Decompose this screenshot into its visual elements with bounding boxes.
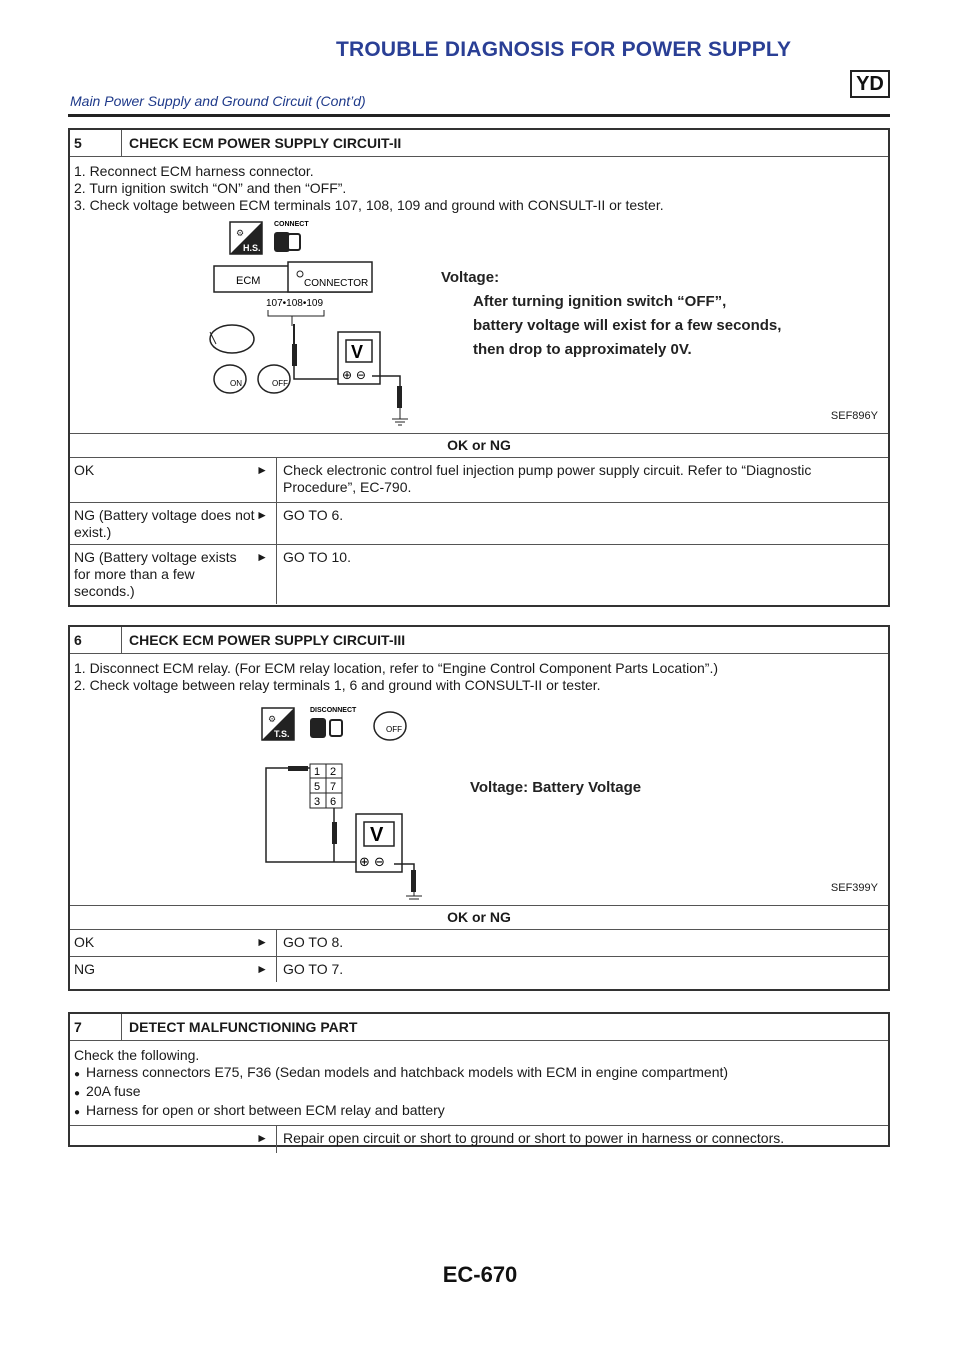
step-7-header xyxy=(70,1014,888,1041)
step-6-header xyxy=(70,627,888,654)
instruction: 1. Reconnect ECM harness connector. xyxy=(74,163,314,179)
arrow-right-icon: ► xyxy=(256,935,268,949)
connector-icon xyxy=(310,718,326,738)
result-condition: NG (Battery voltage does not exist.) xyxy=(74,507,255,540)
arrow-right-icon: ► xyxy=(256,1131,268,1145)
step-number: 6 xyxy=(70,627,122,653)
step-6-body xyxy=(70,654,888,906)
arrow-right-icon: ► xyxy=(256,463,268,477)
terminal-2: 2 xyxy=(330,766,337,778)
result-condition: OK xyxy=(74,462,95,478)
step-title: CHECK ECM POWER SUPPLY CIRCUIT-III xyxy=(129,632,406,648)
figure-caption xyxy=(441,266,781,362)
voltmeter-symbol: V xyxy=(351,342,364,362)
page-number: EC-670 xyxy=(442,1262,518,1287)
figure-code: SEF399Y xyxy=(830,882,878,894)
instruction: 3. Check voltage between ECM terminals 107, 108, 109 and ground with CONSULT-II or tester. xyxy=(74,197,664,213)
caption-line: After turning ignition switch “OFF”, xyxy=(473,293,727,310)
connector-label: CONNECTOR xyxy=(304,278,369,289)
result-action: Check electronic control fuel injection pump power supply circuit. Refer to “Diagnostic Procedure”, EC-790. xyxy=(276,458,888,502)
terminals-label: 107•108•109 xyxy=(266,298,324,309)
voltmeter-symbol: V xyxy=(370,824,384,846)
check-item: ● Harness for open or short between ECM relay and battery xyxy=(74,1102,884,1121)
result-action: GO TO 7. xyxy=(276,957,888,982)
terminal-7: 7 xyxy=(330,781,337,793)
header-rule xyxy=(68,114,890,117)
caption-line: Voltage: xyxy=(441,269,500,286)
svg-text:⊕ ⊖: ⊕ ⊖ xyxy=(342,368,366,382)
step-number: 5 xyxy=(70,130,122,156)
step-title: DETECT MALFUNCTIONING PART xyxy=(129,1019,358,1035)
ignition-off-label: OFF xyxy=(386,725,402,734)
step-7-body xyxy=(70,1041,888,1126)
check-item: ● 20A fuse xyxy=(74,1083,884,1102)
relay-terminal-grid xyxy=(310,764,342,808)
svg-text:⊕ ⊖: ⊕ ⊖ xyxy=(359,855,385,870)
result-condition: NG (Battery voltage exists for more than a few seconds.) xyxy=(74,549,237,599)
result-action: GO TO 6. xyxy=(276,503,888,544)
terminal-6: 6 xyxy=(330,796,337,808)
check-item: ● Harness connectors E75, F36 (Sedan models and hatchback models with ECM in engine compartment) xyxy=(74,1064,884,1083)
engine-icon xyxy=(210,325,254,353)
result-row xyxy=(70,930,888,957)
ecm-label: ECM xyxy=(236,275,261,287)
connect-label: CONNECT xyxy=(274,221,309,228)
result-row xyxy=(70,957,888,982)
step-5-body xyxy=(70,157,888,434)
figure-sef399y xyxy=(74,694,884,901)
caption-line: then drop to approximately 0V. xyxy=(473,341,692,358)
page-subtitle: Main Power Supply and Ground Circuit (Cont’d) xyxy=(70,93,366,109)
result-action: GO TO 10. xyxy=(276,545,888,604)
result-action: GO TO 8. xyxy=(276,930,888,956)
svg-text:⚙: ⚙ xyxy=(236,229,245,239)
result-row xyxy=(70,545,888,604)
figure-code: SEF896Y xyxy=(830,410,878,422)
result-condition: OK xyxy=(74,934,95,950)
step-title: CHECK ECM POWER SUPPLY CIRCUIT-II xyxy=(129,135,402,151)
instruction: 2. Check voltage between relay terminals 1, 6 and ground with CONSULT-II or tester. xyxy=(74,677,601,693)
terminal-3: 3 xyxy=(314,796,321,808)
page-title: TROUBLE DIAGNOSIS FOR POWER SUPPLY xyxy=(336,38,792,61)
caption-line: battery voltage will exist for a few seconds, xyxy=(473,317,782,334)
step-7-table xyxy=(68,1012,890,1147)
figure-caption: Voltage: Battery Voltage xyxy=(470,779,642,796)
result-row xyxy=(70,458,888,503)
engine-badge: YD xyxy=(850,70,890,98)
figure-sef896y xyxy=(74,214,884,429)
step-5-header xyxy=(70,130,888,157)
step-6-table xyxy=(68,625,890,991)
arrow-right-icon: ► xyxy=(256,962,268,976)
ignition-off-label: OFF xyxy=(272,379,288,388)
result-action: Repair open circuit or short to ground or short to power in harness or connectors. xyxy=(276,1126,888,1153)
terminal-1: 1 xyxy=(314,766,321,778)
ok-or-ng-label: OK or NG xyxy=(70,906,888,930)
step-number: 7 xyxy=(70,1014,122,1040)
arrow-right-icon: ► xyxy=(256,550,268,564)
result-row xyxy=(70,1126,888,1153)
terminal-5: 5 xyxy=(314,781,321,793)
result-condition: NG xyxy=(74,961,95,977)
result-row xyxy=(70,503,888,545)
svg-text:⚙: ⚙ xyxy=(268,715,277,725)
disconnect-label: DISCONNECT xyxy=(310,707,357,714)
hs-label: H.S. xyxy=(243,243,261,253)
instruction: 2. Turn ignition switch “ON” and then “OFF”. xyxy=(74,180,347,196)
ignition-on-label: ON xyxy=(230,379,242,388)
step-5-table xyxy=(68,128,890,607)
arrow-right-icon: ► xyxy=(256,508,268,522)
ts-label: T.S. xyxy=(274,729,290,739)
ok-or-ng-label: OK or NG xyxy=(70,434,888,458)
check-intro: Check the following. xyxy=(74,1047,200,1063)
instruction: 1. Disconnect ECM relay. (For ECM relay location, refer to “Engine Control Component Parts Location”.) xyxy=(74,660,718,676)
